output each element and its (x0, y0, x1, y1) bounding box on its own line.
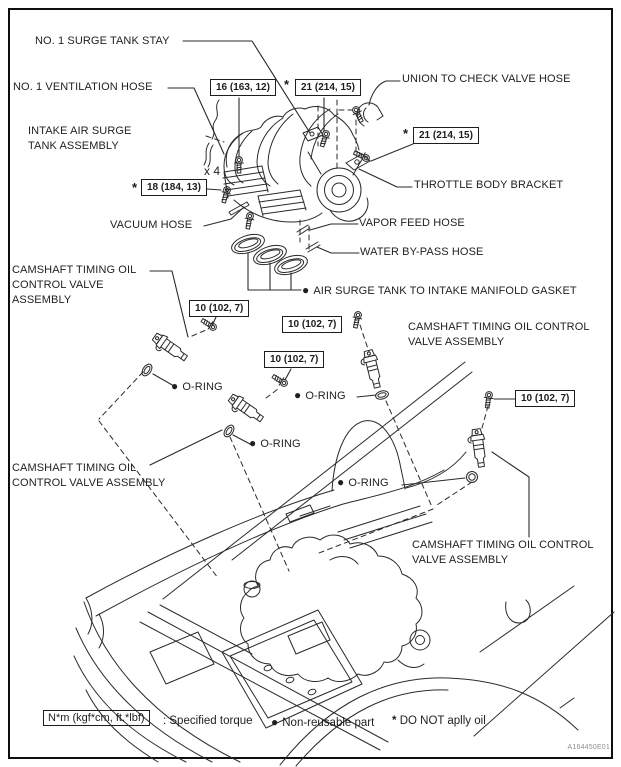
figure-code: A164450E01 (567, 744, 610, 751)
legend-nonreusable (271, 715, 374, 729)
throttle-body-drawing (308, 152, 370, 221)
label-oring-2 (294, 388, 346, 404)
label-oring-2-text: O-RING (305, 390, 346, 402)
label-intake-tank (28, 124, 131, 154)
label-oring-3 (249, 436, 301, 452)
label-camshaft-valve-1-line2: CONTROL VALVE (12, 279, 104, 291)
non-reusable-dot: ● (294, 388, 302, 402)
label-gasket-text: AIR SURGE TANK TO INTAKE MANIFOLD GASKET (313, 285, 577, 297)
label-camshaft-valve-3 (408, 320, 590, 350)
label-camshaft-valve-4 (412, 538, 594, 568)
label-camshaft-valve-2-line1: CAMSHAFT TIMING OIL (12, 462, 137, 474)
label-camshaft-valve-1-line3: ASSEMBLY (12, 294, 72, 306)
torque-spec-10nm-d: 10 (102, 7) (515, 390, 575, 407)
label-camshaft-valve-2 (12, 461, 165, 491)
label-intake-tank-line1: INTAKE AIR SURGE (28, 125, 132, 137)
legend-torque-units: N*m (kgf*cm, ft.*lbf) (43, 710, 150, 726)
label-ventilation-hose: NO. 1 VENTILATION HOSE (13, 81, 153, 93)
non-reusable-dot: ● (171, 379, 179, 393)
torque-spec-18nm: 18 (184, 13) (141, 179, 207, 196)
label-union-check-valve: UNION TO CHECK VALVE HOSE (402, 73, 571, 85)
torque-spec-16nm: 16 (163, 12) (210, 79, 276, 96)
torque-spec-10nm-a: 10 (102, 7) (189, 300, 249, 317)
engine-drawing (222, 535, 430, 728)
label-camshaft-valve-3-line1: CAMSHAFT TIMING OIL CONTROL (408, 321, 590, 333)
non-reusable-dot: ● (271, 715, 279, 729)
label-camshaft-valve-1-line1: CAMSHAFT TIMING OIL (12, 264, 137, 276)
label-surge-tank-stay: NO. 1 SURGE TANK STAY (35, 35, 170, 47)
legend-nonreusable-text: Non-reusable part (282, 717, 375, 729)
legend-torque-meaning: : Specified torque (163, 715, 253, 727)
torque-spec-21nm-a: 21 (214, 15) (295, 79, 361, 96)
label-camshaft-valve-3-line2: VALVE ASSEMBLY (408, 336, 505, 348)
label-oring-4-text: O-RING (348, 477, 389, 489)
legend-no-oil (392, 715, 486, 727)
label-water-bypass: WATER BY-PASS HOSE (360, 246, 484, 258)
label-vacuum-hose: VACUUM HOSE (110, 219, 193, 231)
non-reusable-dot: ● (337, 475, 345, 489)
quantity-x4: x 4 (204, 164, 221, 178)
label-camshaft-valve-4-line2: VALVE ASSEMBLY (412, 554, 509, 566)
non-reusable-dot: ● (302, 283, 310, 297)
union-to-check-valve-drawing (357, 103, 383, 126)
torque-spec-10nm-b: 10 (102, 7) (282, 316, 342, 333)
legend-torque-box (43, 712, 150, 724)
legend-no-oil-text: DO NOT aplly oil (399, 715, 486, 727)
label-oring-3-text: O-RING (260, 438, 301, 450)
non-reusable-dot: ● (249, 436, 257, 450)
do-not-oil-star: * (132, 180, 138, 195)
torque-spec-10nm-c: 10 (102, 7) (264, 351, 324, 368)
do-not-oil-star: * (403, 126, 409, 141)
do-not-oil-star: * (392, 715, 397, 727)
label-gasket (302, 283, 577, 299)
label-vapor-feed: VAPOR FEED HOSE (359, 217, 465, 229)
label-throttle-bracket: THROTTLE BODY BRACKET (414, 179, 564, 191)
torque-spec-21nm-b: 21 (214, 15) (413, 127, 479, 144)
label-camshaft-valve-2-line2: CONTROL VALVE ASSEMBLY (12, 477, 166, 489)
label-camshaft-valve-1 (12, 263, 136, 308)
label-oring-1 (171, 379, 223, 395)
label-intake-tank-line2: TANK ASSEMBLY (28, 140, 119, 152)
label-oring-1-text: O-RING (182, 381, 223, 393)
do-not-oil-star: * (284, 77, 290, 92)
label-oring-4 (337, 475, 389, 491)
label-camshaft-valve-4-line1: CAMSHAFT TIMING OIL CONTROL (412, 539, 594, 551)
